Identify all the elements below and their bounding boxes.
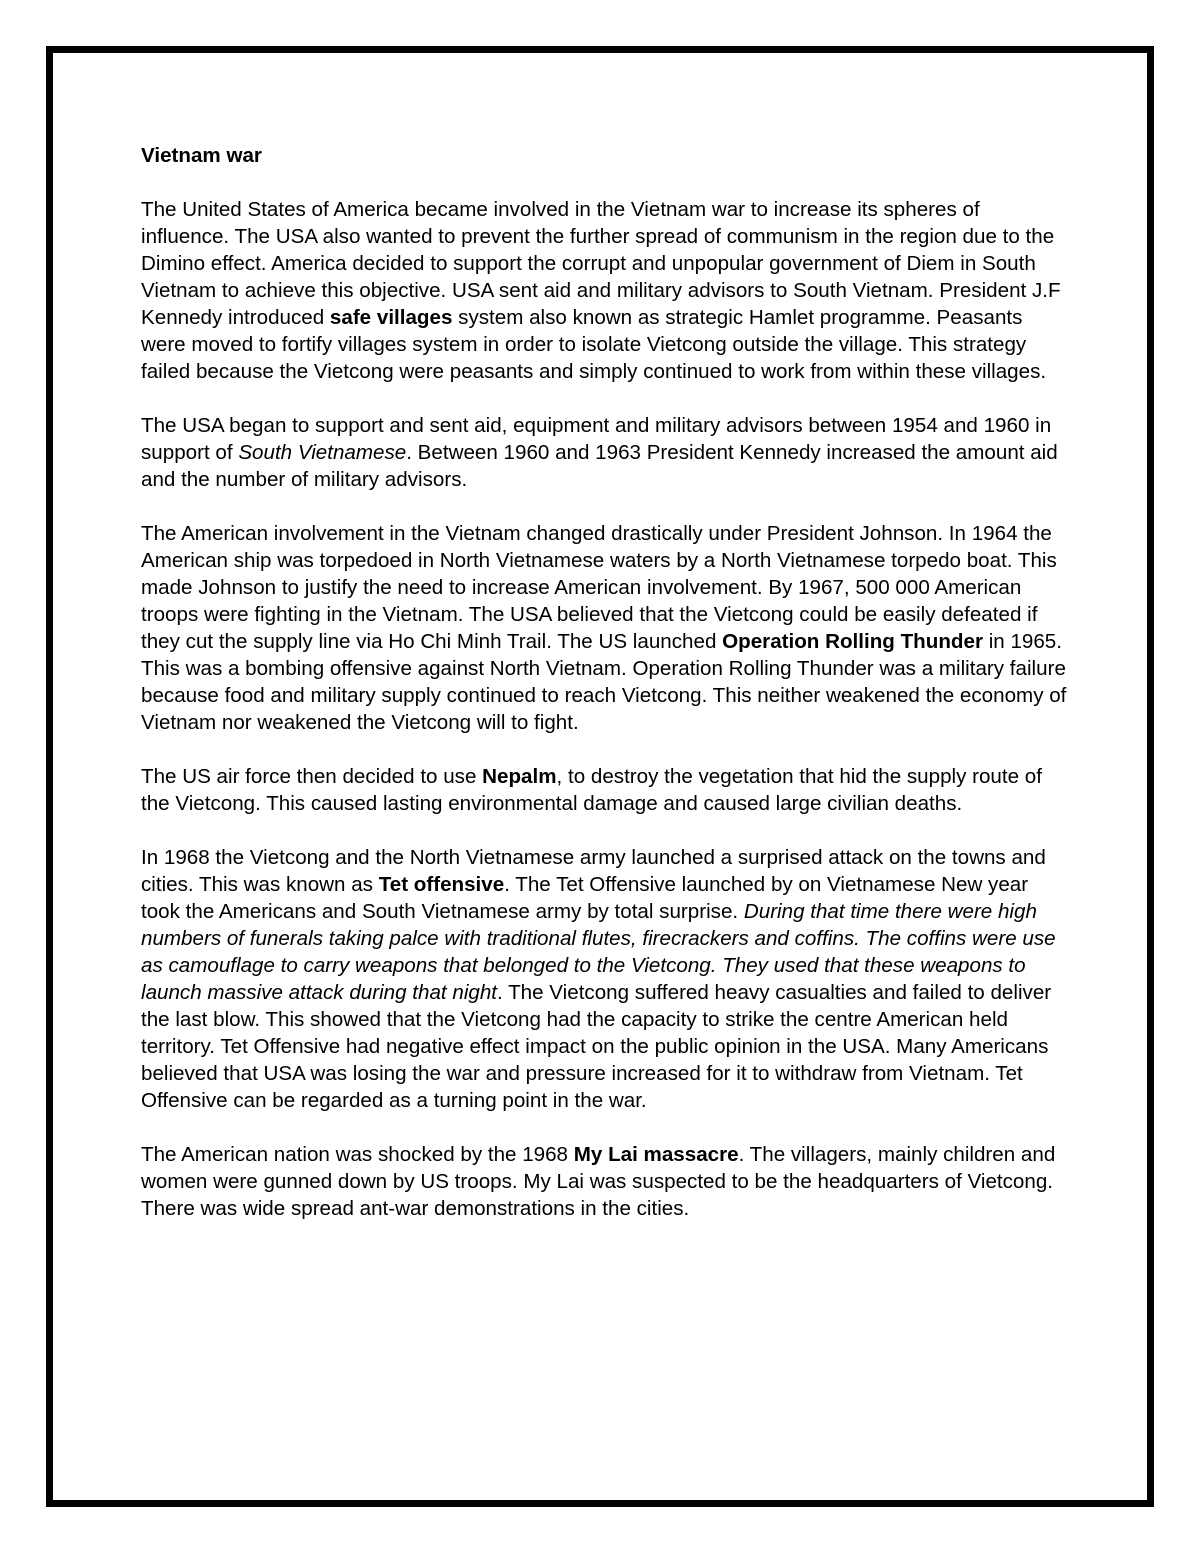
paragraph-text: . The Tet Offensive launched by on Vietnamese New year took the Americans and South Vietnamese army by total surprise. [141, 873, 1029, 923]
paragraph-text: The American involvement in the Vietnam changed drastically under President Johnson. In 1964 the American ship was torpedoed in North Vietnamese waters by a North Vietnamese torpedo boat. This made Johnson to justify the need to increase American involvement. By 1967, 500 000 American troops were fighting in the Vietnam. The USA believed that the Vietcong could be easily defeated if they cut the supply line via Ho Chi Minh Trail. The US launched [141, 522, 1057, 653]
paragraph-text: In 1968 the Vietcong and the North Vietnamese army launched a surprised attack on the towns and cities. This was known as [141, 846, 1046, 896]
paragraph-text: in 1965. This was a bombing offensive against North Vietnam. Operation Rolling Thunder was a military failure because food and military supply continued to reach Vietcong. This neither weakened the economy of Vietnam nor weakened the Vietcong will to fight. [141, 630, 1067, 734]
paragraph-text: The US air force then decided to use [141, 765, 483, 788]
paragraph-text: . The Vietcong suffered heavy casualties and failed to deliver the last blow. This showed that the Vietcong had the capacity to strike the centre American held territory. Tet Offensive had negative effect impact on the public opinion in the USA. Many Americans believed that USA was losing the war and pressure increased for it to withdraw from Vietnam. Tet Offensive can be regarded as a turning point in the war. [141, 981, 1052, 1112]
emphasis-nepalm: Nepalm [482, 765, 557, 788]
paragraph-text: . Between 1960 and 1963 President Kennedy increased the amount aid and the number of military advisors. [141, 441, 1058, 491]
paragraph-text: The United States of America became involved in the Vietnam war to increase its spheres of influence. The USA also wanted to prevent the further spread of communism in the region due to the Dimino effect. America decided to support the corrupt and unpopular government of Diem in South Vietnam to achieve this objective. USA sent aid and military advisors to South Vietnam. President J.F Kennedy introduced [141, 198, 1061, 329]
paragraph-nepalm [141, 763, 1071, 817]
emphasis-funerals: During that time there were high numbers of funerals taking palce with traditional flutes, firecrackers and coffins. The coffins were use as camouflage to carry weapons that belonged to the Vietcong. They used that these weapons to launch massive attack during that night [141, 900, 1056, 1004]
paragraph-tet-offensive [141, 844, 1071, 1114]
paragraph-text: . The villagers, mainly children and women were gunned down by US troops. My Lai was suspected to be the headquarters of Vietcong. There was wide spread ant-war demonstrations in the cities. [141, 1143, 1056, 1220]
paragraph-text: , to destroy the vegetation that hid the supply route of the Vietcong. This caused lasting environmental damage and caused large civilian deaths. [141, 765, 1042, 815]
emphasis-tet-offensive: Tet offensive [378, 873, 505, 896]
paragraph-aid [141, 412, 1071, 493]
emphasis-south-vietnamese: South Vietnamese [238, 441, 407, 464]
document-title: Vietnam war [141, 144, 262, 167]
paragraph-text: The American nation was shocked by the 1968 [141, 1143, 574, 1166]
paragraph-johnson [141, 520, 1071, 736]
paragraph-text: system also known as strategic Hamlet programme. Peasants were moved to fortify villages system in order to isolate Vietcong outside the village. This strategy failed because the Vietcong were peasants and simply continued to work from within these villages. [141, 306, 1047, 383]
emphasis-safe-villages: safe villages [329, 306, 453, 329]
emphasis-my-lai: My Lai massacre [573, 1143, 739, 1166]
document-body [141, 142, 1071, 1249]
emphasis-rolling-thunder: Operation Rolling Thunder [722, 630, 983, 653]
paragraph-my-lai [141, 1141, 1071, 1222]
paragraph-us-involvement [141, 196, 1071, 385]
paragraph-text: The USA began to support and sent aid, equipment and military advisors between 1954 and 1960 in support of [141, 414, 1052, 464]
